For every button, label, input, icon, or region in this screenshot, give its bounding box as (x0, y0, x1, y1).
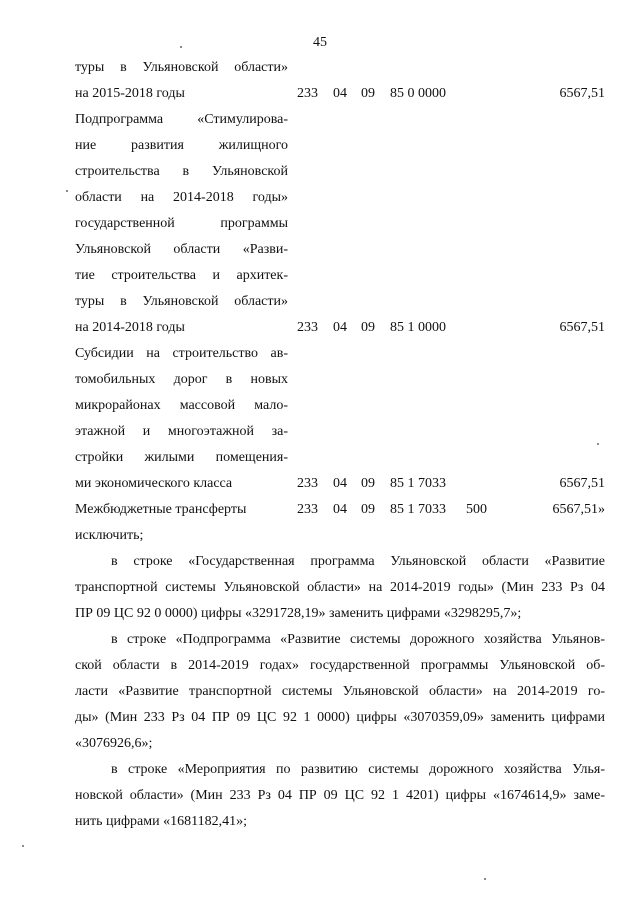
row-min-code: 233 (297, 476, 318, 491)
row-name-line: туры в Ульяновской области» (75, 60, 288, 75)
row-name-line: строительства в Ульяновской (75, 164, 288, 179)
row-cs-code: 85 0 0000 (390, 86, 446, 101)
paragraph-line: в строке «Подпрограмма «Развитие системы дорожного хозяйства Ульянов- (111, 632, 605, 647)
paragraph-line: в строке «Мероприятия по развитию системы дорожного хозяйства Улья- (111, 762, 605, 777)
row-sum: 6567,51 (559, 320, 605, 335)
row-name-line: Подпрограмма «Стимулирова- (75, 112, 288, 127)
paragraph-line: транспортной системы Ульяновской области» на 2014-2019 годы» (Мин 233 Рз 04 (75, 580, 605, 595)
scan-speck (484, 878, 486, 880)
paragraph-line: новской области» (Мин 233 Рз 04 ПР 09 ЦС 92 1 4201) цифры «1674614,9» заме- (75, 788, 605, 803)
paragraph-line: нить цифрами «1681182,41»; (75, 814, 247, 829)
row-name-line: ние развития жилищного (75, 138, 288, 153)
row-min-code: 233 (297, 86, 318, 101)
row-name-line: томобильных дорог в новых (75, 372, 288, 387)
row-name-line: Ульяновской области «Разви- (75, 242, 288, 257)
row-name-line: микрорайонах массовой мало- (75, 398, 288, 413)
row-min-code: 233 (297, 320, 318, 335)
row-cs-code: 85 1 0000 (390, 320, 446, 335)
paragraph-line: ды» (Мин 233 Рз 04 ПР 09 ЦС 92 1 0000) цифры «3070359,09» заменить цифрами (75, 710, 605, 725)
row-vr-code: 500 (466, 502, 487, 517)
scan-speck (180, 46, 182, 48)
row-pr-code: 09 (361, 476, 375, 491)
paragraph-line: ской области в 2014-2019 годах» государственной программы Ульяновской об- (75, 658, 605, 673)
row-rz-code: 04 (333, 476, 347, 491)
row-name-line: на 2014-2018 годы (75, 320, 185, 335)
page-number: 45 (313, 35, 327, 50)
row-pr-code: 09 (361, 502, 375, 517)
paragraph-line: ласти «Развитие транспортной системы Ульяновской области» на 2014-2019 го- (75, 684, 605, 699)
row-name-line: тие строительства и архитек- (75, 268, 288, 283)
row-cs-code: 85 1 7033 (390, 502, 446, 517)
paragraph-line: ПР 09 ЦС 92 0 0000) цифры «3291728,19» заменить цифрами «3298295,7»; (75, 606, 522, 621)
paragraph-line: в строке «Государственная программа Ульяновской области «Развитие (111, 554, 605, 569)
row-name-line: государственной программы (75, 216, 288, 231)
exclude-label: исключить; (75, 528, 144, 543)
row-name-line: Межбюджетные трансферты (75, 502, 247, 517)
scan-speck (22, 845, 24, 847)
row-pr-code: 09 (361, 86, 375, 101)
row-rz-code: 04 (333, 320, 347, 335)
paragraph-line: «3076926,6»; (75, 736, 153, 751)
row-min-code: 233 (297, 502, 318, 517)
scan-speck (597, 443, 599, 445)
row-cs-code: 85 1 7033 (390, 476, 446, 491)
row-sum: 6567,51 (559, 86, 605, 101)
row-name-line: Субсидии на строительство ав- (75, 346, 288, 361)
row-sum: 6567,51 (559, 476, 605, 491)
row-name-line: туры в Ульяновской области» (75, 294, 288, 309)
row-sum: 6567,51» (552, 502, 605, 517)
row-name-line: этажной и многоэтажной за- (75, 424, 288, 439)
row-name-line: стройки жилыми помещения- (75, 450, 288, 465)
row-rz-code: 04 (333, 502, 347, 517)
row-rz-code: 04 (333, 86, 347, 101)
row-pr-code: 09 (361, 320, 375, 335)
row-name-line: области на 2014-2018 годы» (75, 190, 288, 205)
row-name-line: ми экономического класса (75, 476, 233, 491)
scan-speck (66, 190, 68, 192)
row-name-line: на 2015-2018 годы (75, 86, 185, 101)
